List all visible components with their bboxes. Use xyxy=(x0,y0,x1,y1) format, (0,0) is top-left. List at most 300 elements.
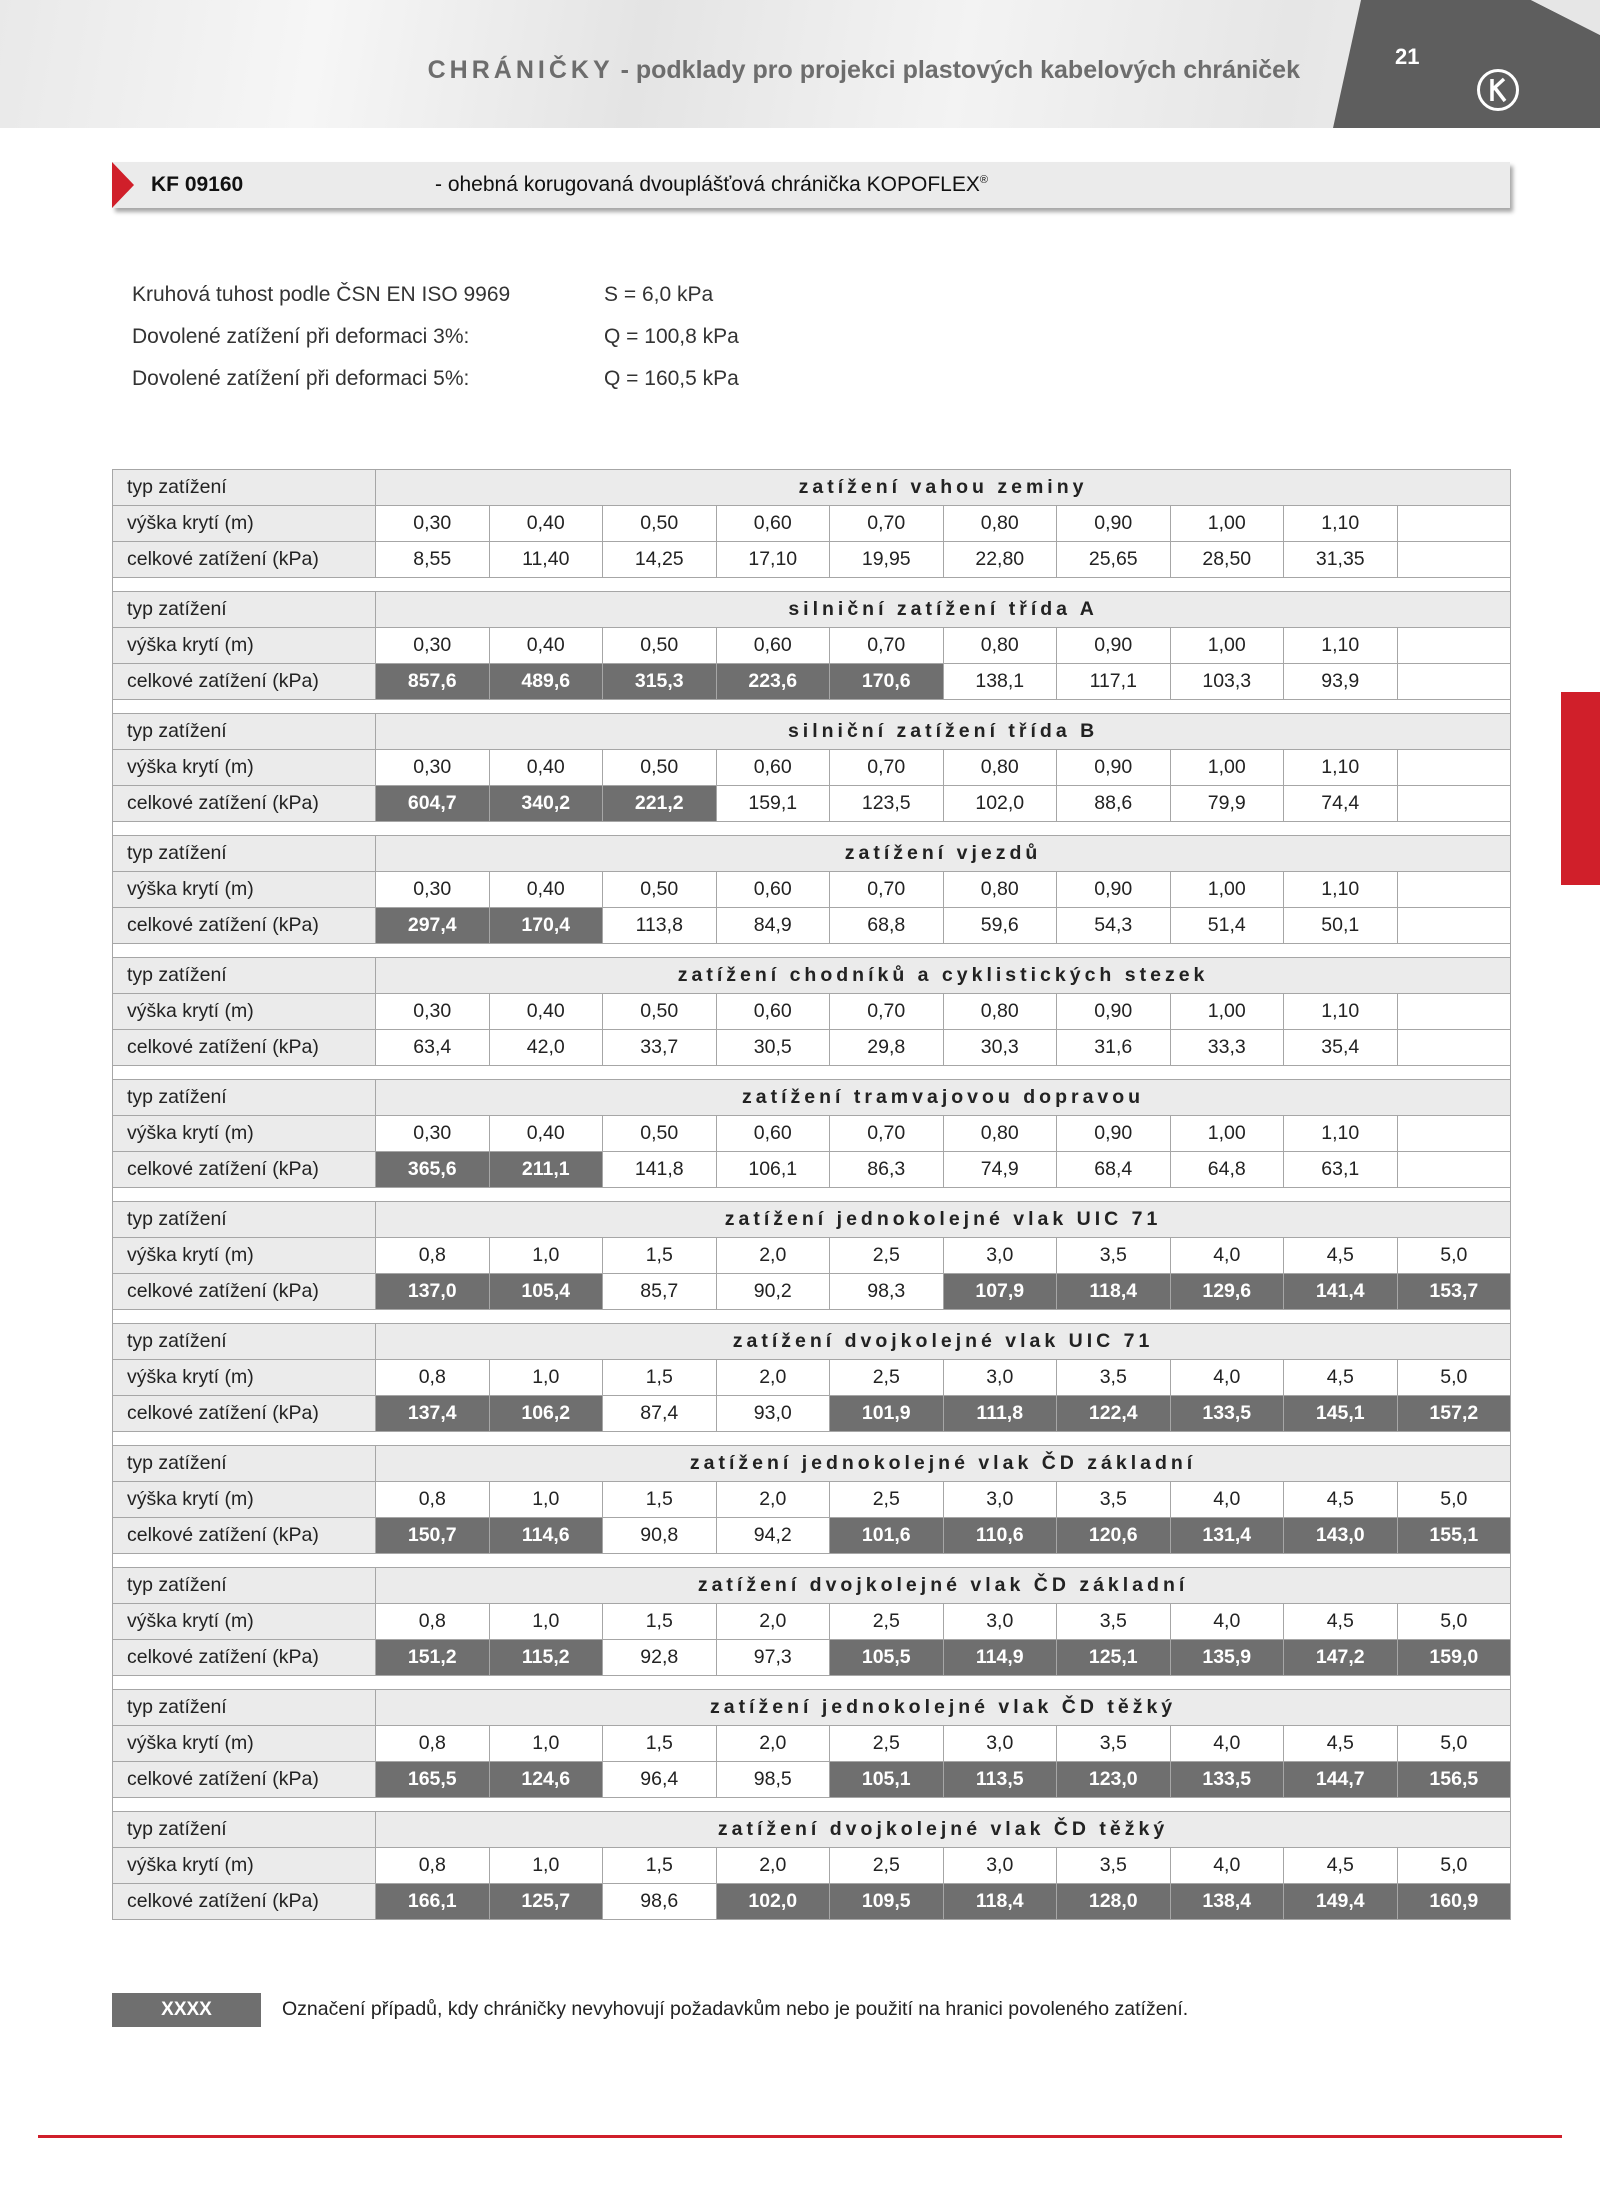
total-load-cell-exceeded: 125,7 xyxy=(489,1884,603,1920)
product-code: KF 09160 xyxy=(151,173,244,196)
cover-height-cell: 0,80 xyxy=(943,872,1057,908)
section-gap xyxy=(113,1798,1511,1812)
total-load-cell: 113,8 xyxy=(603,908,717,944)
total-load-cell: 90,2 xyxy=(716,1274,830,1310)
cover-height-cell: 0,80 xyxy=(943,628,1057,664)
total-load-row xyxy=(113,1152,1511,1188)
cover-height-cell: 2,0 xyxy=(716,1360,830,1396)
total-load-cell-exceeded: 221,2 xyxy=(603,786,717,822)
load-type-row xyxy=(113,1690,1511,1726)
cover-height-cell: 2,5 xyxy=(830,1604,944,1640)
section-gap xyxy=(113,1554,1511,1568)
cover-height-cell: 5,0 xyxy=(1397,1726,1511,1762)
load-type-row xyxy=(113,958,1511,994)
cover-height-label: výška krytí (m) xyxy=(113,506,376,542)
cover-height-cell: 0,60 xyxy=(716,506,830,542)
total-load-cell-exceeded: 107,9 xyxy=(943,1274,1057,1310)
cover-height-cell: 1,0 xyxy=(489,1726,603,1762)
cover-height-cell: 2,5 xyxy=(830,1360,944,1396)
load-type-label: typ zatížení xyxy=(113,1812,376,1848)
gap-cell xyxy=(113,700,1511,714)
total-load-cell: 51,4 xyxy=(1170,908,1284,944)
cover-height-cell: 0,90 xyxy=(1057,994,1171,1030)
total-load-row xyxy=(113,1640,1511,1676)
cover-height-cell: 2,5 xyxy=(830,1726,944,1762)
cover-height-cell: 2,5 xyxy=(830,1238,944,1274)
cover-height-cell: 0,30 xyxy=(376,628,490,664)
header-title-rest: - podklady pro projekci plastových kabelových chrániček xyxy=(620,56,1300,84)
cover-height-label: výška krytí (m) xyxy=(113,1482,376,1518)
cover-height-cell: 0,70 xyxy=(830,994,944,1030)
spec-value: S = 6,0 kPa xyxy=(604,283,714,306)
cover-height-cell: 0,50 xyxy=(603,1116,717,1152)
cover-height-cell: 0,40 xyxy=(489,628,603,664)
cover-height-cell: 0,50 xyxy=(603,872,717,908)
total-load-cell-exceeded: 150,7 xyxy=(376,1518,490,1554)
total-load-cell-exceeded: 101,9 xyxy=(830,1396,944,1432)
cover-height-cell: 3,5 xyxy=(1057,1482,1171,1518)
total-load-label: celkové zatížení (kPa) xyxy=(113,1274,376,1310)
legend-text: Označení případů, kdy chráničky nevyhovují požadavkům nebo je použití na hranici povoleného zatížení. xyxy=(282,1998,1189,2020)
cover-height-cell: 4,5 xyxy=(1284,1604,1398,1640)
cover-height-cell: 1,5 xyxy=(603,1726,717,1762)
total-load-cell: 35,4 xyxy=(1284,1030,1398,1066)
load-type-label: typ zatížení xyxy=(113,1324,376,1360)
cover-height-cell: 4,5 xyxy=(1284,1848,1398,1884)
cover-height-cell: 2,0 xyxy=(716,1238,830,1274)
cover-height-cell: 4,5 xyxy=(1284,1482,1398,1518)
cover-height-cell: 1,0 xyxy=(489,1604,603,1640)
total-load-cell: 63,1 xyxy=(1284,1152,1398,1188)
cover-height-cell: 0,60 xyxy=(716,994,830,1030)
cover-height-cell: 1,10 xyxy=(1284,628,1398,664)
trademark-sign: ® xyxy=(979,174,988,186)
cover-height-cell: 1,0 xyxy=(489,1848,603,1884)
page-number-tab xyxy=(1333,0,1600,128)
cover-height-row xyxy=(113,1238,1511,1274)
cover-height-cell: 0,30 xyxy=(376,994,490,1030)
total-load-cell: 87,4 xyxy=(603,1396,717,1432)
cover-height-row xyxy=(113,1482,1511,1518)
cover-height-cell: 1,0 xyxy=(489,1360,603,1396)
load-type-row xyxy=(113,592,1511,628)
total-load-cell-exceeded: 223,6 xyxy=(716,664,830,700)
load-type-row xyxy=(113,836,1511,872)
total-load-cell-exceeded: 157,2 xyxy=(1397,1396,1511,1432)
load-type-label: typ zatížení xyxy=(113,1690,376,1726)
cover-height-cell: 0,60 xyxy=(716,628,830,664)
product-description-text: - ohebná korugovaná dvouplášťová chránička KOPOFLEX xyxy=(435,173,980,196)
cover-height-cell: 4,5 xyxy=(1284,1726,1398,1762)
total-load-label: celkové zatížení (kPa) xyxy=(113,1640,376,1676)
total-load-cell xyxy=(1397,1030,1511,1066)
total-load-cell-exceeded: 489,6 xyxy=(489,664,603,700)
total-load-cell-exceeded: 115,2 xyxy=(489,1640,603,1676)
section-gap xyxy=(113,700,1511,714)
load-type-title: silniční zatížení třída A xyxy=(376,592,1511,628)
cover-height-cell: 5,0 xyxy=(1397,1848,1511,1884)
total-load-cell-exceeded: 147,2 xyxy=(1284,1640,1398,1676)
load-type-label: typ zatížení xyxy=(113,1446,376,1482)
cover-height-cell: 4,0 xyxy=(1170,1238,1284,1274)
cover-height-cell: 0,70 xyxy=(830,872,944,908)
total-load-cell-exceeded: 110,6 xyxy=(943,1518,1057,1554)
cover-height-cell: 3,0 xyxy=(943,1848,1057,1884)
total-load-cell: 8,55 xyxy=(376,542,490,578)
gap-cell xyxy=(113,944,1511,958)
total-load-cell-exceeded: 141,4 xyxy=(1284,1274,1398,1310)
total-load-cell-exceeded: 124,6 xyxy=(489,1762,603,1798)
cover-height-cell: 0,70 xyxy=(830,628,944,664)
cover-height-label: výška krytí (m) xyxy=(113,1848,376,1884)
total-load-cell: 33,3 xyxy=(1170,1030,1284,1066)
cover-height-cell: 0,30 xyxy=(376,750,490,786)
load-type-label: typ zatížení xyxy=(113,714,376,750)
total-load-row xyxy=(113,1030,1511,1066)
load-type-label: typ zatížení xyxy=(113,470,376,506)
product-description xyxy=(435,173,988,197)
cover-height-cell: 3,5 xyxy=(1057,1848,1171,1884)
load-type-title: zatížení dvojkolejné vlak ČD základní xyxy=(376,1568,1511,1604)
gap-cell xyxy=(113,578,1511,592)
cover-height-cell: 0,40 xyxy=(489,506,603,542)
gap-cell xyxy=(113,1554,1511,1568)
cover-height-cell xyxy=(1397,994,1511,1030)
total-load-cell-exceeded: 123,0 xyxy=(1057,1762,1171,1798)
cover-height-row xyxy=(113,872,1511,908)
total-load-cell-exceeded: 170,4 xyxy=(489,908,603,944)
total-load-cell: 88,6 xyxy=(1057,786,1171,822)
cover-height-cell: 3,0 xyxy=(943,1238,1057,1274)
cover-height-cell: 0,30 xyxy=(376,1116,490,1152)
total-load-cell-exceeded: 105,4 xyxy=(489,1274,603,1310)
total-load-cell: 19,95 xyxy=(830,542,944,578)
cover-height-row xyxy=(113,506,1511,542)
cover-height-label: výška krytí (m) xyxy=(113,872,376,908)
total-load-cell: 103,3 xyxy=(1170,664,1284,700)
total-load-cell xyxy=(1397,1152,1511,1188)
cover-height-cell: 4,0 xyxy=(1170,1360,1284,1396)
spec-label: Kruhová tuhost podle ČSN EN ISO 9969 xyxy=(132,283,511,306)
total-load-cell-exceeded: 133,5 xyxy=(1170,1762,1284,1798)
total-load-cell: 25,65 xyxy=(1057,542,1171,578)
header-title-caps: CHRÁNIČKY xyxy=(427,56,614,84)
total-load-cell-exceeded: 156,5 xyxy=(1397,1762,1511,1798)
total-load-label: celkové zatížení (kPa) xyxy=(113,1152,376,1188)
cover-height-cell: 0,90 xyxy=(1057,506,1171,542)
total-load-cell: 22,80 xyxy=(943,542,1057,578)
section-gap xyxy=(113,822,1511,836)
load-type-title: zatížení jednokolejné vlak ČD těžký xyxy=(376,1690,1511,1726)
total-load-cell xyxy=(1397,542,1511,578)
cover-height-cell xyxy=(1397,506,1511,542)
cover-height-cell xyxy=(1397,872,1511,908)
cover-height-label: výška krytí (m) xyxy=(113,1604,376,1640)
cover-height-label: výška krytí (m) xyxy=(113,628,376,664)
total-load-label: celkové zatížení (kPa) xyxy=(113,542,376,578)
load-type-row xyxy=(113,470,1511,506)
load-type-row xyxy=(113,1446,1511,1482)
cover-height-cell: 1,10 xyxy=(1284,994,1398,1030)
cover-height-cell: 0,8 xyxy=(376,1604,490,1640)
total-load-cell-exceeded: 137,0 xyxy=(376,1274,490,1310)
cover-height-cell: 1,5 xyxy=(603,1482,717,1518)
total-load-cell: 86,3 xyxy=(830,1152,944,1188)
cover-height-cell: 2,5 xyxy=(830,1482,944,1518)
cover-height-row xyxy=(113,628,1511,664)
total-load-cell: 14,25 xyxy=(603,542,717,578)
cover-height-cell: 4,5 xyxy=(1284,1360,1398,1396)
total-load-cell: 94,2 xyxy=(716,1518,830,1554)
spec-label: Dovolené zatížení při deformaci 5%: xyxy=(132,367,470,390)
total-load-cell-exceeded: 118,4 xyxy=(943,1884,1057,1920)
cover-height-cell: 0,8 xyxy=(376,1238,490,1274)
total-load-cell: 64,8 xyxy=(1170,1152,1284,1188)
total-load-cell: 31,6 xyxy=(1057,1030,1171,1066)
cover-height-cell: 0,40 xyxy=(489,994,603,1030)
total-load-cell: 68,4 xyxy=(1057,1152,1171,1188)
total-load-cell: 74,9 xyxy=(943,1152,1057,1188)
cover-height-cell: 0,70 xyxy=(830,506,944,542)
total-load-row xyxy=(113,786,1511,822)
total-load-cell: 68,8 xyxy=(830,908,944,944)
total-load-cell-exceeded: 118,4 xyxy=(1057,1274,1171,1310)
total-load-cell-exceeded: 122,4 xyxy=(1057,1396,1171,1432)
total-load-row xyxy=(113,664,1511,700)
total-load-cell: 29,8 xyxy=(830,1030,944,1066)
total-load-cell-exceeded: 120,6 xyxy=(1057,1518,1171,1554)
total-load-cell-exceeded: 166,1 xyxy=(376,1884,490,1920)
cover-height-cell: 1,5 xyxy=(603,1604,717,1640)
gap-cell xyxy=(113,1188,1511,1202)
cover-height-label: výška krytí (m) xyxy=(113,1726,376,1762)
cover-height-cell: 1,00 xyxy=(1170,506,1284,542)
cover-height-cell xyxy=(1397,750,1511,786)
total-load-row xyxy=(113,1762,1511,1798)
side-tab-marker xyxy=(1561,692,1600,885)
total-load-row xyxy=(113,542,1511,578)
total-load-cell xyxy=(1397,908,1511,944)
load-type-row xyxy=(113,1812,1511,1848)
total-load-cell: 31,35 xyxy=(1284,542,1398,578)
total-load-cell: 30,5 xyxy=(716,1030,830,1066)
cover-height-cell: 0,90 xyxy=(1057,872,1171,908)
total-load-cell: 117,1 xyxy=(1057,664,1171,700)
total-load-cell-exceeded: 160,9 xyxy=(1397,1884,1511,1920)
total-load-cell: 98,5 xyxy=(716,1762,830,1798)
section-gap xyxy=(113,1066,1511,1080)
load-type-title: zatížení jednokolejné vlak UIC 71 xyxy=(376,1202,1511,1238)
total-load-label: celkové zatížení (kPa) xyxy=(113,1762,376,1798)
total-load-cell-exceeded: 155,1 xyxy=(1397,1518,1511,1554)
total-load-cell: 97,3 xyxy=(716,1640,830,1676)
cover-height-cell: 1,5 xyxy=(603,1360,717,1396)
cover-height-cell: 0,30 xyxy=(376,506,490,542)
gap-cell xyxy=(113,822,1511,836)
total-load-cell: 141,8 xyxy=(603,1152,717,1188)
total-load-cell: 90,8 xyxy=(603,1518,717,1554)
total-load-cell-exceeded: 159,0 xyxy=(1397,1640,1511,1676)
total-load-cell-exceeded: 143,0 xyxy=(1284,1518,1398,1554)
total-load-cell: 59,6 xyxy=(943,908,1057,944)
cover-height-cell: 4,0 xyxy=(1170,1726,1284,1762)
total-load-cell: 138,1 xyxy=(943,664,1057,700)
gap-cell xyxy=(113,1066,1511,1080)
total-load-cell: 28,50 xyxy=(1170,542,1284,578)
total-load-cell-exceeded: 114,9 xyxy=(943,1640,1057,1676)
section-gap xyxy=(113,1676,1511,1690)
section-gap xyxy=(113,1188,1511,1202)
cover-height-cell: 0,40 xyxy=(489,1116,603,1152)
total-load-cell: 93,0 xyxy=(716,1396,830,1432)
cover-height-cell: 3,5 xyxy=(1057,1238,1171,1274)
cover-height-cell: 2,0 xyxy=(716,1726,830,1762)
total-load-row xyxy=(113,1274,1511,1310)
cover-height-cell: 0,80 xyxy=(943,1116,1057,1152)
cover-height-cell: 3,5 xyxy=(1057,1604,1171,1640)
total-load-cell-exceeded: 137,4 xyxy=(376,1396,490,1432)
load-type-title: zatížení dvojkolejné vlak UIC 71 xyxy=(376,1324,1511,1360)
total-load-cell-exceeded: 138,4 xyxy=(1170,1884,1284,1920)
legend-swatch: XXXX xyxy=(112,1993,261,2027)
load-type-title: zatížení vahou zeminy xyxy=(376,470,1511,506)
cover-height-cell: 1,0 xyxy=(489,1482,603,1518)
total-load-cell-exceeded: 106,2 xyxy=(489,1396,603,1432)
gap-cell xyxy=(113,1310,1511,1324)
total-load-cell-exceeded: 144,7 xyxy=(1284,1762,1398,1798)
cover-height-row xyxy=(113,750,1511,786)
load-type-title: zatížení dvojkolejné vlak ČD těžký xyxy=(376,1812,1511,1848)
total-load-cell: 74,4 xyxy=(1284,786,1398,822)
gap-cell xyxy=(113,1798,1511,1812)
cover-height-cell: 3,5 xyxy=(1057,1726,1171,1762)
total-load-cell-exceeded: 105,1 xyxy=(830,1762,944,1798)
total-load-cell-exceeded: 165,5 xyxy=(376,1762,490,1798)
cover-height-row xyxy=(113,1116,1511,1152)
total-load-cell: 17,10 xyxy=(716,542,830,578)
cover-height-cell: 0,90 xyxy=(1057,1116,1171,1152)
cover-height-cell: 0,8 xyxy=(376,1726,490,1762)
total-load-label: celkové zatížení (kPa) xyxy=(113,1030,376,1066)
load-type-title: zatížení chodníků a cyklistických stezek xyxy=(376,958,1511,994)
total-load-cell-exceeded: 114,6 xyxy=(489,1518,603,1554)
total-load-cell-exceeded: 315,3 xyxy=(603,664,717,700)
cover-height-cell: 0,50 xyxy=(603,628,717,664)
total-load-label: celkové zatížení (kPa) xyxy=(113,1396,376,1432)
load-type-label: typ zatížení xyxy=(113,836,376,872)
cover-height-cell: 5,0 xyxy=(1397,1482,1511,1518)
gap-cell xyxy=(113,1432,1511,1446)
total-load-cell-exceeded: 340,2 xyxy=(489,786,603,822)
total-load-cell-exceeded: 135,9 xyxy=(1170,1640,1284,1676)
cover-height-cell: 0,90 xyxy=(1057,750,1171,786)
cover-height-cell: 1,5 xyxy=(603,1238,717,1274)
cover-height-cell: 0,8 xyxy=(376,1360,490,1396)
total-load-cell-exceeded: 297,4 xyxy=(376,908,490,944)
cover-height-label: výška krytí (m) xyxy=(113,1116,376,1152)
total-load-cell: 98,3 xyxy=(830,1274,944,1310)
cover-height-cell: 1,00 xyxy=(1170,1116,1284,1152)
cover-height-cell: 4,0 xyxy=(1170,1482,1284,1518)
cover-height-cell: 2,5 xyxy=(830,1848,944,1884)
cover-height-label: výška krytí (m) xyxy=(113,994,376,1030)
total-load-cell-exceeded: 113,5 xyxy=(943,1762,1057,1798)
spec-value: Q = 100,8 kPa xyxy=(604,325,739,348)
total-load-cell-exceeded: 111,8 xyxy=(943,1396,1057,1432)
total-load-cell: 93,9 xyxy=(1284,664,1398,700)
total-load-cell-exceeded: 170,6 xyxy=(830,664,944,700)
total-load-row xyxy=(113,1396,1511,1432)
cover-height-cell: 1,00 xyxy=(1170,994,1284,1030)
cover-height-cell: 1,10 xyxy=(1284,750,1398,786)
total-load-cell xyxy=(1397,786,1511,822)
total-load-cell-exceeded: 211,1 xyxy=(489,1152,603,1188)
total-load-row xyxy=(113,1884,1511,1920)
cover-height-cell: 3,0 xyxy=(943,1360,1057,1396)
load-type-title: zatížení tramvajovou dopravou xyxy=(376,1080,1511,1116)
total-load-cell-exceeded: 151,2 xyxy=(376,1640,490,1676)
cover-height-label: výška krytí (m) xyxy=(113,750,376,786)
total-load-cell-exceeded: 857,6 xyxy=(376,664,490,700)
cover-height-cell: 0,50 xyxy=(603,750,717,786)
section-gap xyxy=(113,1310,1511,1324)
cover-height-cell: 1,5 xyxy=(603,1848,717,1884)
total-load-cell-exceeded: 604,7 xyxy=(376,786,490,822)
cover-height-cell: 0,60 xyxy=(716,872,830,908)
total-load-label: celkové zatížení (kPa) xyxy=(113,1884,376,1920)
spec-label: Dovolené zatížení při deformaci 3%: xyxy=(132,325,470,348)
cover-height-cell: 3,0 xyxy=(943,1482,1057,1518)
cover-height-cell: 5,0 xyxy=(1397,1360,1511,1396)
gap-cell xyxy=(113,1676,1511,1690)
total-load-label: celkové zatížení (kPa) xyxy=(113,908,376,944)
load-type-label: typ zatížení xyxy=(113,958,376,994)
total-load-cell-exceeded: 101,6 xyxy=(830,1518,944,1554)
cover-height-row xyxy=(113,1360,1511,1396)
total-load-label: celkové zatížení (kPa) xyxy=(113,786,376,822)
total-load-cell-exceeded: 145,1 xyxy=(1284,1396,1398,1432)
total-load-cell-exceeded: 109,5 xyxy=(830,1884,944,1920)
total-load-cell-exceeded: 128,0 xyxy=(1057,1884,1171,1920)
cover-height-cell: 1,10 xyxy=(1284,872,1398,908)
cover-height-cell: 0,70 xyxy=(830,1116,944,1152)
load-type-label: typ zatížení xyxy=(113,592,376,628)
cover-height-row xyxy=(113,1726,1511,1762)
load-type-label: typ zatížení xyxy=(113,1080,376,1116)
total-load-cell-exceeded: 365,6 xyxy=(376,1152,490,1188)
total-load-row xyxy=(113,1518,1511,1554)
total-load-cell: 102,0 xyxy=(943,786,1057,822)
cover-height-cell: 1,00 xyxy=(1170,872,1284,908)
total-load-cell: 30,3 xyxy=(943,1030,1057,1066)
total-load-cell: 42,0 xyxy=(489,1030,603,1066)
total-load-cell: 79,9 xyxy=(1170,786,1284,822)
cover-height-row xyxy=(113,994,1511,1030)
cover-height-cell xyxy=(1397,628,1511,664)
load-type-row xyxy=(113,1080,1511,1116)
total-load-cell: 11,40 xyxy=(489,542,603,578)
total-load-cell-exceeded: 149,4 xyxy=(1284,1884,1398,1920)
total-load-cell: 98,6 xyxy=(603,1884,717,1920)
cover-height-cell: 0,8 xyxy=(376,1848,490,1884)
cover-height-cell: 0,50 xyxy=(603,506,717,542)
cover-height-cell: 0,30 xyxy=(376,872,490,908)
total-load-cell: 92,8 xyxy=(603,1640,717,1676)
cover-height-cell: 0,40 xyxy=(489,750,603,786)
cover-height-cell: 1,00 xyxy=(1170,750,1284,786)
cover-height-cell: 0,80 xyxy=(943,994,1057,1030)
load-type-row xyxy=(113,1324,1511,1360)
